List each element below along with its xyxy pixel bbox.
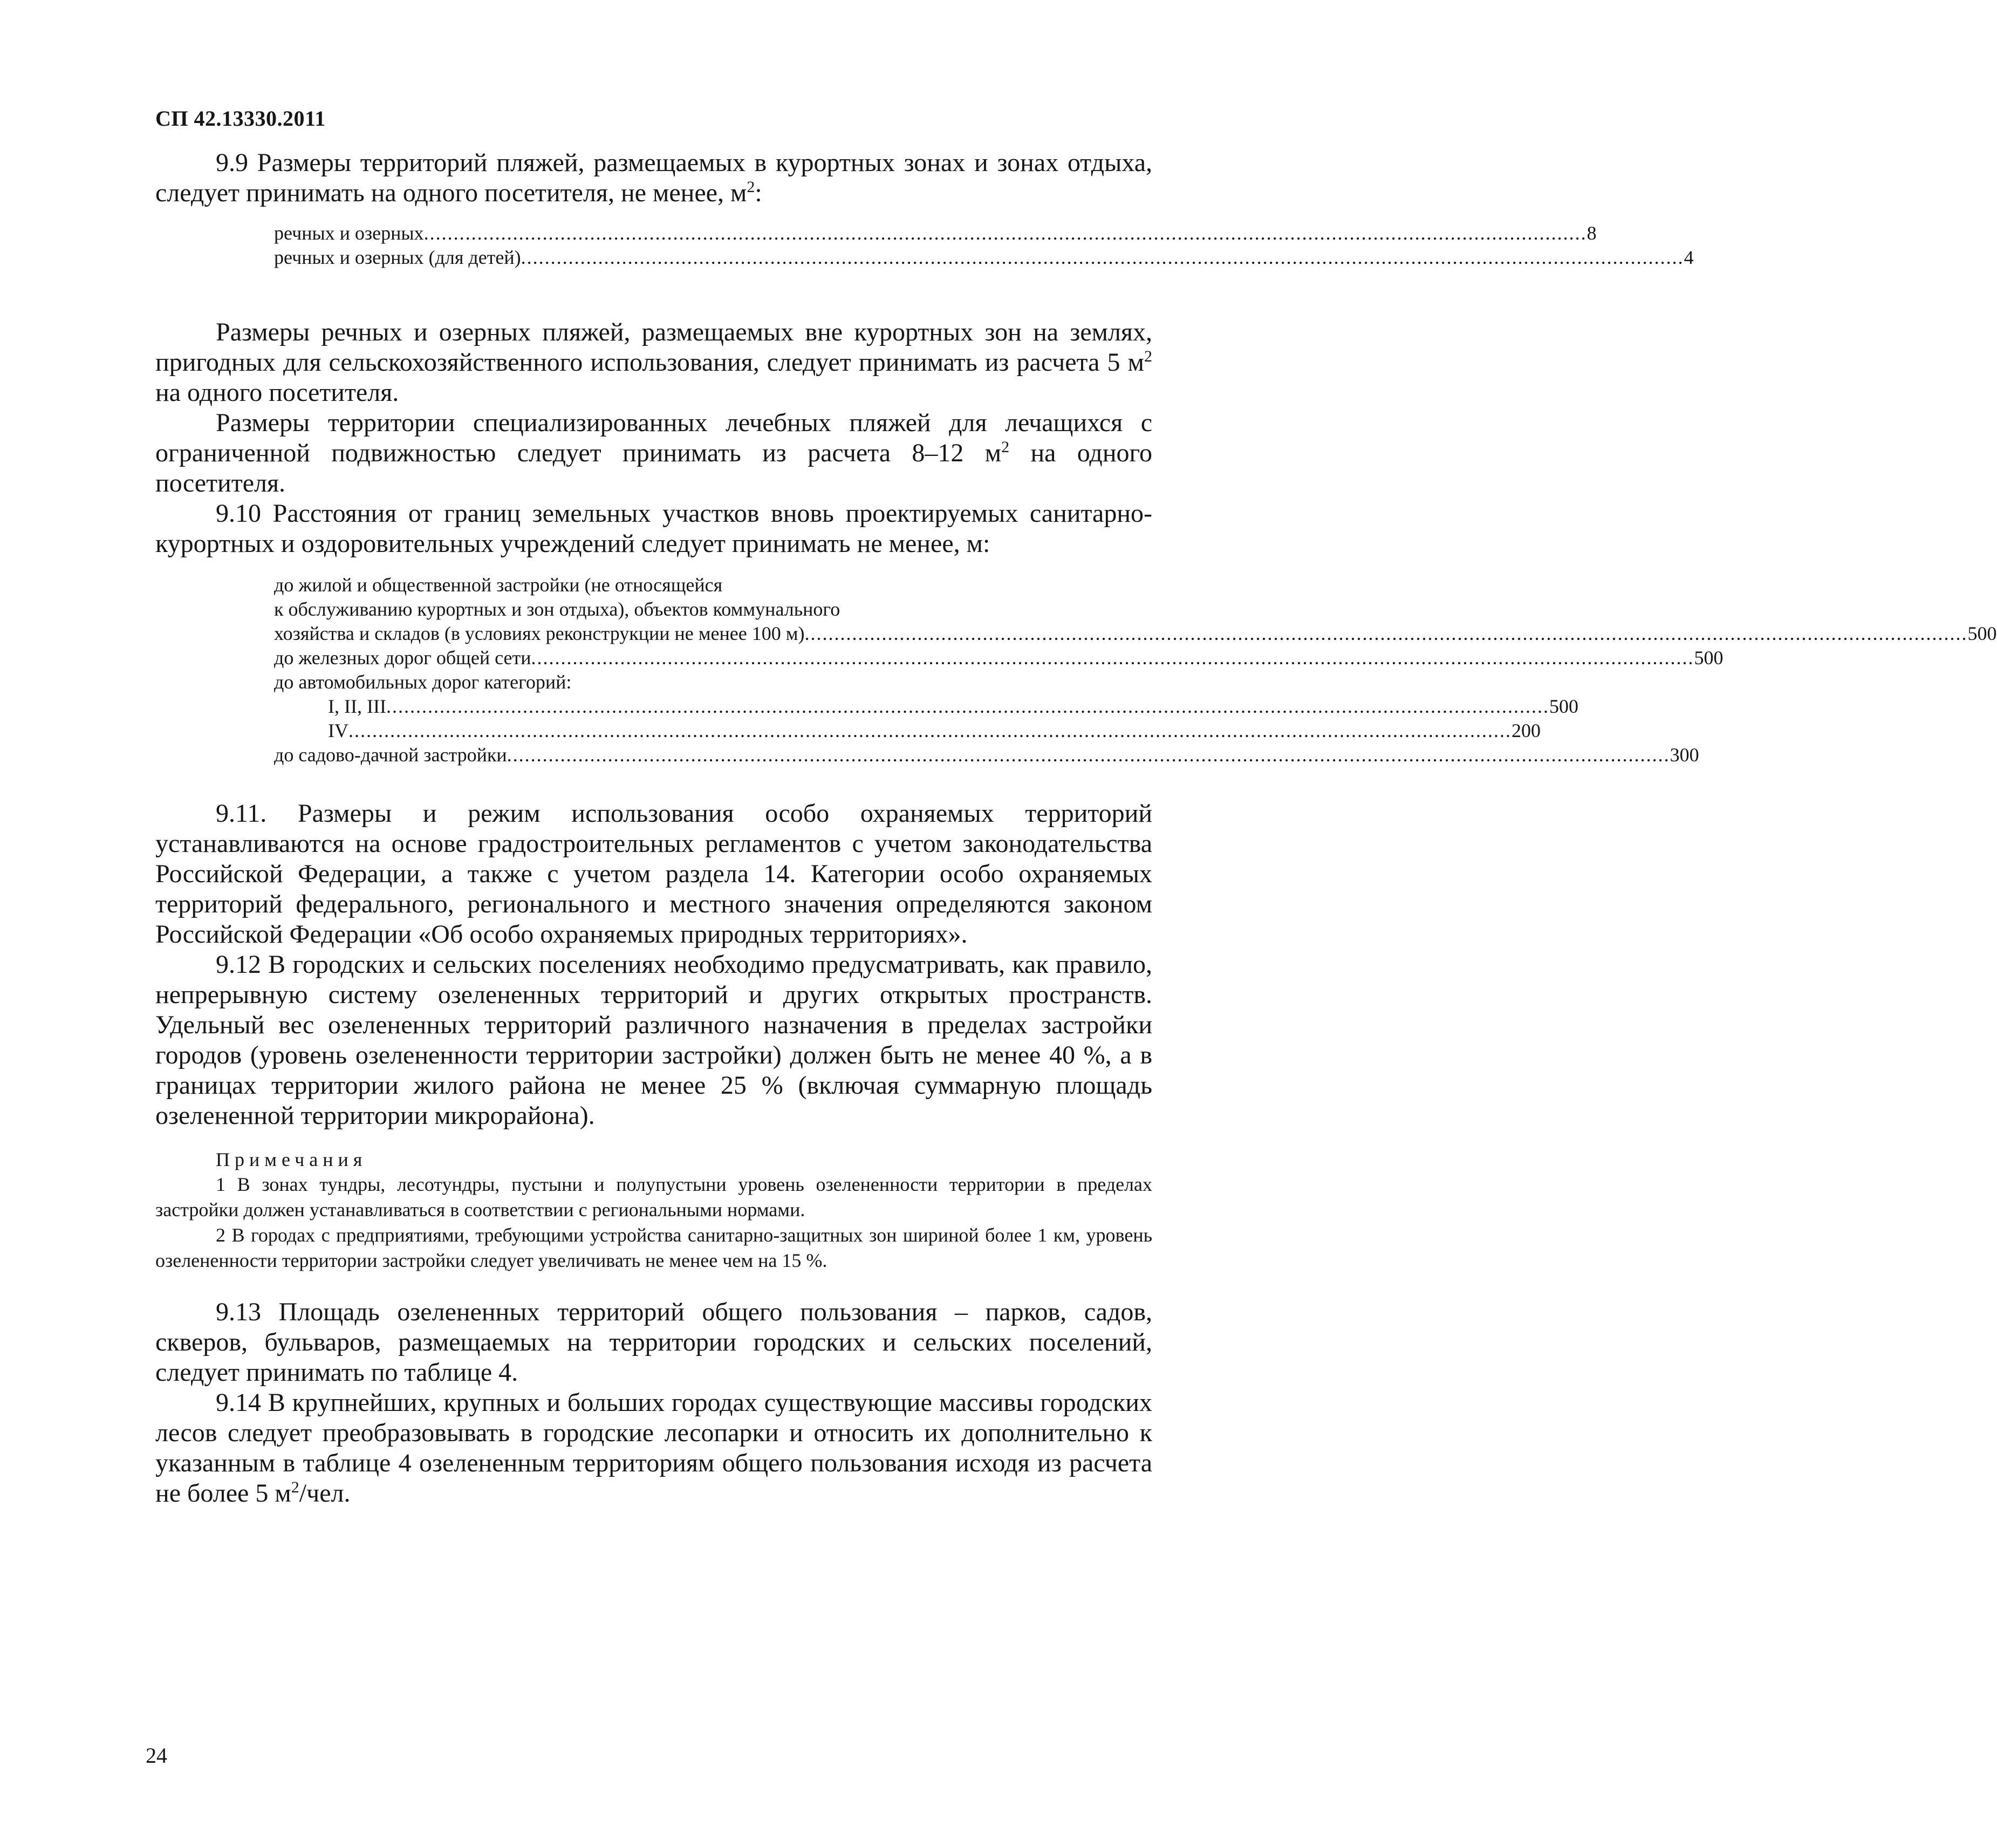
list-item-label: до железных дорог общей сети	[274, 647, 531, 669]
document-code-header: СП 42.13330.2011	[155, 106, 326, 131]
list-item	[274, 694, 1578, 719]
page-number: 24	[146, 1743, 167, 1768]
notes-block	[155, 1147, 1152, 1273]
list-item-label: I, II, III	[328, 695, 386, 717]
list-item-label: речных и озерных	[274, 222, 424, 244]
paragraph-9-9	[155, 148, 1152, 208]
paragraph-text: 9.9 Размеры территорий пляжей, размещаемых в курортных зонах и зонах отдыха, следует принимать на одного посетителя, не менее, м	[155, 148, 1152, 207]
list-item	[274, 719, 1541, 743]
paragraph-text: Размеры территории специализированных лечебных пляжей для лечащихся с ограниченной подвижностью следует принимать из расчета 8–12 м	[155, 408, 1152, 467]
paragraph-medical-beaches	[155, 408, 1152, 499]
note-2: 2 В городах с предприятиями, требующими устройства санитарно-защитных зон шириной более 1 км, уровень озелененности территории застройки следует увеличивать не менее чем на 15 %.	[155, 1224, 1152, 1271]
paragraph-text: Размеры речных и озерных пляжей, размещаемых вне курортных зон на землях, пригодных для сельскохозяйственного использования, следует принимать из расчета 5 м	[155, 318, 1152, 377]
note-1: 1 В зонах тундры, лесотундры, пустыни и полупустыни уровень озелененности территории в пределах застройки должен устанавливаться в соответствии с региональными нормами.	[155, 1174, 1152, 1220]
superscript: 2	[1144, 347, 1152, 365]
list-item-value: 500	[1967, 623, 1997, 644]
paragraph-tail: /чел.	[299, 1479, 351, 1508]
document-body	[155, 148, 1997, 1509]
leader-dots: ....................................................................................................................................................................................................	[531, 647, 1694, 669]
list-item-label: речных и озерных (для детей)	[274, 247, 521, 268]
superscript: 2	[291, 1478, 299, 1496]
leader-dots: ....................................................................................................................................................................................................	[386, 695, 1549, 717]
paragraph-9-10: 9.10 Расстояния от границ земельных участков вновь проектируемых санитарно-курортных и оздоровительных учреждений следует принимать не менее, м:	[155, 499, 1152, 558]
paragraph-tail: на одного посетителя.	[155, 378, 399, 407]
list-item-value: 200	[1512, 720, 1541, 741]
list-item-label: IV	[328, 720, 348, 741]
list-item-label: до садово-дачной застройки	[274, 744, 507, 766]
list-item	[274, 221, 1597, 246]
list-item-value: 8	[1586, 222, 1597, 244]
paragraph-9-11: 9.11. Размеры и режим использования особо охраняемых территорий устанавливаются на основе градостроительных регламентов с учетом законодательства Российской Федерации, а также с учетом раздела 14. Категории особо охраняемых территорий федерального, регионального и местного значения определяются законом Российской Федерации «Об особо охраняемых природных территориях».	[155, 799, 1152, 949]
leader-dots: ....................................................................................................................................................................................................	[348, 720, 1512, 741]
paragraph-9-13: 9.13 Площадь озелененных территорий общего пользования – парков, садов, скверов, бульваров, размещаемых на территории городских и сельских поселений, следует принимать по таблице 4.	[155, 1298, 1152, 1387]
leader-dots: ....................................................................................................................................................................................................	[521, 247, 1684, 268]
leader-dots: ....................................................................................................................................................................................................	[423, 222, 1587, 244]
paragraph-tail: на одного посетителя.	[155, 439, 1152, 497]
list-item: до жилой и общественной застройки (не относящейся	[274, 574, 723, 596]
list-item-value: 300	[1670, 744, 1699, 766]
list-item-value: 500	[1549, 695, 1578, 717]
paragraph-tail: :	[755, 179, 762, 207]
superscript: 2	[747, 178, 755, 196]
list-item: до автомобильных дорог категорий:	[274, 671, 572, 693]
paragraph-9-12: 9.12 В городских и сельских поселениях необходимо предусматривать, как правило, непрерывную систему озелененных территорий и других открытых пространств. Удельный вес озелененных территорий различного назначения в пределах застройки городов (уровень озелененности территории застройки) должен быть не менее 40 %, а в границах территории жилого района не менее 25 % (включая суммарную площадь озелененной территории микрорайона).	[155, 950, 1152, 1130]
list-item	[274, 646, 1724, 670]
distance-list	[274, 573, 1997, 767]
paragraph-text: 9.14 В крупнейших, крупных и больших городах существующие массивы городских лесов следует преобразовывать в городские лесопарки и относить их дополнительно к указанным в таблице 4 озелененным территориям общего пользования исходя из расчета не более 5 м	[155, 1388, 1152, 1508]
paragraph-river-beaches	[155, 317, 1152, 408]
list-item-value: 4	[1684, 247, 1694, 268]
list-item-label: хозяйства и складов (в условиях реконструкции не менее 100 м)	[274, 623, 805, 644]
paragraph-9-14	[155, 1388, 1152, 1509]
list-item	[274, 622, 1997, 646]
list-item	[274, 743, 1699, 767]
list-item	[274, 246, 1694, 270]
list-item: к обслуживанию курортных и зон отдыха), объектов коммунального	[274, 598, 840, 620]
leader-dots: ....................................................................................................................................................................................................	[804, 623, 1968, 644]
superscript: 2	[1001, 438, 1010, 456]
beach-area-list	[274, 221, 1694, 270]
notes-title: Примечания	[216, 1149, 367, 1170]
leader-dots: ....................................................................................................................................................................................................	[507, 744, 1670, 766]
list-item-value: 500	[1694, 647, 1724, 669]
